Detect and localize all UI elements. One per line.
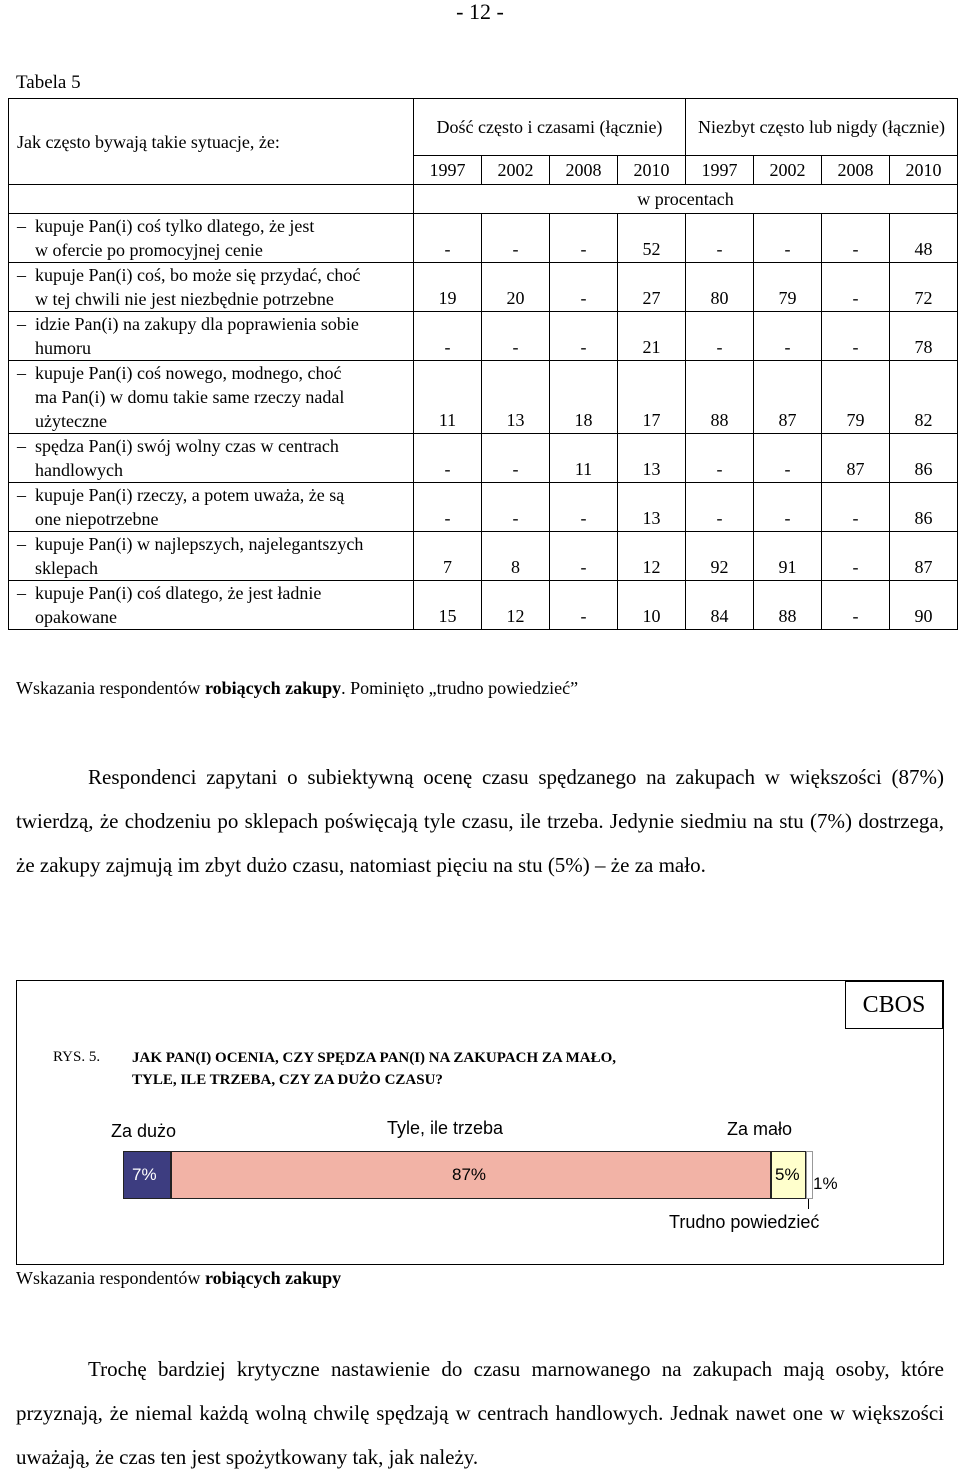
- value-cell: 19: [414, 263, 482, 312]
- table-row: [9, 483, 958, 532]
- leader-line: [808, 1199, 809, 1209]
- row-label-text: kupuje Pan(i) coś, bo może się przydać, choć: [35, 265, 361, 285]
- value-cell: 10: [618, 581, 686, 630]
- paragraph-1: [16, 755, 944, 887]
- group-header-often: Dość często i czasami (łącznie): [414, 99, 686, 156]
- value-cell: 21: [618, 312, 686, 361]
- value-cell: -: [822, 312, 890, 361]
- row-label-line: [17, 581, 413, 605]
- row-label-text: spędza Pan(i) swój wolny czas w centrach: [35, 436, 339, 456]
- dash-icon: –: [17, 265, 26, 285]
- row-label-text: kupuje Pan(i) coś tylko dlatego, że jest: [35, 216, 315, 236]
- table-row: [9, 361, 958, 434]
- value-cell: -: [686, 434, 754, 483]
- question-header: Jak często bywają takie sytuacje, że:: [9, 99, 414, 185]
- note-bold: robiących zakupy: [204, 1268, 342, 1288]
- value-cell: 79: [754, 263, 822, 312]
- row-label: [9, 532, 414, 581]
- row-label: [9, 483, 414, 532]
- year-header: 2008: [822, 156, 890, 185]
- row-label-line: [17, 434, 413, 458]
- category-label-as-needed: Tyle, ile trzeba: [387, 1118, 504, 1138]
- value-cell: -: [482, 483, 550, 532]
- value-cell: -: [550, 581, 618, 630]
- value-cell: 87: [822, 434, 890, 483]
- value-cell: 86: [890, 434, 958, 483]
- paragraph-1-text: Respondenci zapytani o subiektywną ocenę czasu spędzanego na zakupach w większości (87%) twierdzą, że chodzeniu po sklepach poświęcają tyle czasu, ile trzeba. Jedynie siedmiu na stu (7%) dostrzega, że zakupy zajmują im zbyt dużo czasu, natomiast pięciu na stu (5%) – że za mało.: [16, 765, 944, 877]
- value-cell: 27: [618, 263, 686, 312]
- table-row: [9, 532, 958, 581]
- value-cell: -: [482, 434, 550, 483]
- dash-icon: –: [17, 363, 26, 383]
- cbos-badge: CBOS: [845, 981, 943, 1029]
- row-label-text: kupuje Pan(i) rzeczy, a potem uważa, że są: [35, 485, 345, 505]
- value-cell: -: [550, 532, 618, 581]
- table-caption: Tabela 5: [16, 72, 81, 93]
- bar-segment: [806, 1151, 838, 1199]
- figure-title-line2: TYLE, ILE TRZEBA, CZY ZA DUŻO CZASU?: [132, 1072, 443, 1088]
- value-cell: 82: [890, 361, 958, 434]
- row-label-line: użyteczne: [35, 411, 107, 431]
- value-cell: -: [754, 483, 822, 532]
- row-label-text: kupuje Pan(i) coś nowego, modnego, choć: [35, 363, 342, 383]
- value-cell: -: [414, 483, 482, 532]
- value-cell: -: [754, 214, 822, 263]
- value-cell: 78: [890, 312, 958, 361]
- year-header: 2002: [754, 156, 822, 185]
- row-label: [9, 581, 414, 630]
- row-label-line: one niepotrzebne: [35, 509, 159, 529]
- category-label-too-little: Za mało: [727, 1119, 793, 1139]
- value-cell: 72: [890, 263, 958, 312]
- row-label: [9, 434, 414, 483]
- note-text: Wskazania respondentów: [16, 1268, 205, 1288]
- row-label-line: [17, 483, 413, 507]
- value-cell: 12: [482, 581, 550, 630]
- bar-segment: [171, 1151, 771, 1199]
- value-cell: 13: [482, 361, 550, 434]
- value-cell: 84: [686, 581, 754, 630]
- value-cell: 80: [686, 263, 754, 312]
- bar-value-label: 5%: [775, 1165, 800, 1184]
- value-cell: -: [754, 434, 822, 483]
- group-header-rarely: Niezbyt często lub nigdy (łącznie): [686, 99, 958, 156]
- row-label-line: ma Pan(i) w domu takie same rzeczy nadal: [35, 387, 345, 407]
- value-cell: -: [686, 483, 754, 532]
- value-cell: 13: [618, 434, 686, 483]
- table-row: [9, 581, 958, 630]
- value-cell: 92: [686, 532, 754, 581]
- table-row: [9, 312, 958, 361]
- row-label-line: humoru: [35, 338, 91, 358]
- year-header: 1997: [686, 156, 754, 185]
- value-cell: -: [822, 483, 890, 532]
- value-cell: -: [482, 214, 550, 263]
- bar-value-label: 7%: [132, 1165, 157, 1184]
- table-row: [9, 214, 958, 263]
- row-label-line: [17, 214, 413, 238]
- value-cell: -: [822, 214, 890, 263]
- note-text: Wskazania respondentów: [16, 678, 205, 698]
- value-cell: 15: [414, 581, 482, 630]
- empty-cell: [9, 185, 414, 214]
- value-cell: 87: [890, 532, 958, 581]
- row-label-line: [17, 361, 413, 385]
- bar-segment: [123, 1151, 171, 1199]
- value-cell: 48: [890, 214, 958, 263]
- value-cell: -: [414, 312, 482, 361]
- row-label-text: kupuje Pan(i) w najlepszych, najelegantszych: [35, 534, 364, 554]
- year-header: 2002: [482, 156, 550, 185]
- bar-value-label: 1%: [813, 1174, 838, 1193]
- year-header: 2008: [550, 156, 618, 185]
- paragraph-2-text: Trochę bardziej krytyczne nastawienie do czasu marnowanego na zakupach mają osoby, które przyznają, że niemal każdą wolną chwilę spędzają w centrach handlowych. Jednak nawet one w większości uważają, że czas ten jest spożytkowany tak, jak należy.: [16, 1357, 944, 1469]
- value-cell: -: [414, 434, 482, 483]
- value-cell: -: [822, 263, 890, 312]
- bar-value-label: 87%: [452, 1165, 487, 1184]
- page-number: - 12 -: [456, 0, 504, 24]
- row-label: [9, 312, 414, 361]
- figure-label: RYS. 5.: [53, 1049, 101, 1065]
- row-label-line: [17, 263, 413, 287]
- table-row: [9, 434, 958, 483]
- table-note: [16, 678, 578, 699]
- dash-icon: –: [17, 485, 26, 505]
- row-label-line: w ofercie po promocyjnej cenie: [35, 240, 263, 260]
- survey-table: [8, 98, 958, 630]
- row-label: [9, 361, 414, 434]
- paragraph-2: [16, 1347, 944, 1479]
- value-cell: 12: [618, 532, 686, 581]
- row-label-line: opakowane: [35, 607, 117, 627]
- value-cell: 88: [686, 361, 754, 434]
- value-cell: 88: [754, 581, 822, 630]
- figure-note: [16, 1268, 341, 1289]
- value-cell: 11: [550, 434, 618, 483]
- dash-icon: –: [17, 436, 26, 456]
- value-cell: -: [414, 214, 482, 263]
- note-text: . Pominięto „trudno powiedzieć”: [341, 678, 579, 698]
- category-label-hard-to-say: Trudno powiedzieć: [669, 1212, 820, 1232]
- category-label-too-much: Za dużo: [111, 1121, 177, 1141]
- value-cell: 87: [754, 361, 822, 434]
- value-cell: -: [550, 263, 618, 312]
- dash-icon: –: [17, 314, 26, 334]
- value-cell: 13: [618, 483, 686, 532]
- year-header: 1997: [414, 156, 482, 185]
- dash-icon: –: [17, 583, 26, 603]
- figure-title: [132, 1047, 616, 1091]
- row-label-line: sklepach: [35, 558, 98, 578]
- value-cell: 17: [618, 361, 686, 434]
- row-label: [9, 214, 414, 263]
- value-cell: -: [822, 581, 890, 630]
- figure-title-line1: JAK PAN(I) OCENIA, CZY SPĘDZA PAN(I) NA ZAKUPACH ZA MAŁO,: [132, 1050, 617, 1066]
- table-header-unit: [9, 185, 958, 214]
- dash-icon: –: [17, 216, 26, 236]
- row-label-line: [17, 532, 413, 556]
- bar-segment: [771, 1151, 806, 1199]
- value-cell: -: [754, 312, 822, 361]
- value-cell: -: [550, 312, 618, 361]
- value-cell: -: [686, 312, 754, 361]
- value-cell: -: [482, 312, 550, 361]
- value-cell: -: [686, 214, 754, 263]
- value-cell: 8: [482, 532, 550, 581]
- value-cell: -: [822, 532, 890, 581]
- value-cell: -: [550, 483, 618, 532]
- value-cell: 7: [414, 532, 482, 581]
- year-header: 2010: [890, 156, 958, 185]
- value-cell: 20: [482, 263, 550, 312]
- value-cell: 52: [618, 214, 686, 263]
- note-bold: robiących zakupy: [204, 678, 342, 698]
- value-cell: 18: [550, 361, 618, 434]
- dash-icon: –: [17, 534, 26, 554]
- row-label-line: [17, 312, 413, 336]
- figure-5: [16, 980, 944, 1265]
- table-header-groups: [9, 99, 958, 156]
- value-cell: 11: [414, 361, 482, 434]
- unit-header: w procentach: [414, 185, 958, 214]
- year-header: 2010: [618, 156, 686, 185]
- value-cell: -: [550, 214, 618, 263]
- row-label-text: kupuje Pan(i) coś dlatego, że jest ładnie: [35, 583, 322, 603]
- row-label: [9, 263, 414, 312]
- row-label-text: idzie Pan(i) na zakupy dla poprawienia sobie: [35, 314, 359, 334]
- row-label-line: w tej chwili nie jest niezbędnie potrzebne: [35, 289, 334, 309]
- value-cell: 86: [890, 483, 958, 532]
- value-cell: 91: [754, 532, 822, 581]
- row-label-line: handlowych: [35, 460, 123, 480]
- value-cell: 79: [822, 361, 890, 434]
- table-row: [9, 263, 958, 312]
- value-cell: 90: [890, 581, 958, 630]
